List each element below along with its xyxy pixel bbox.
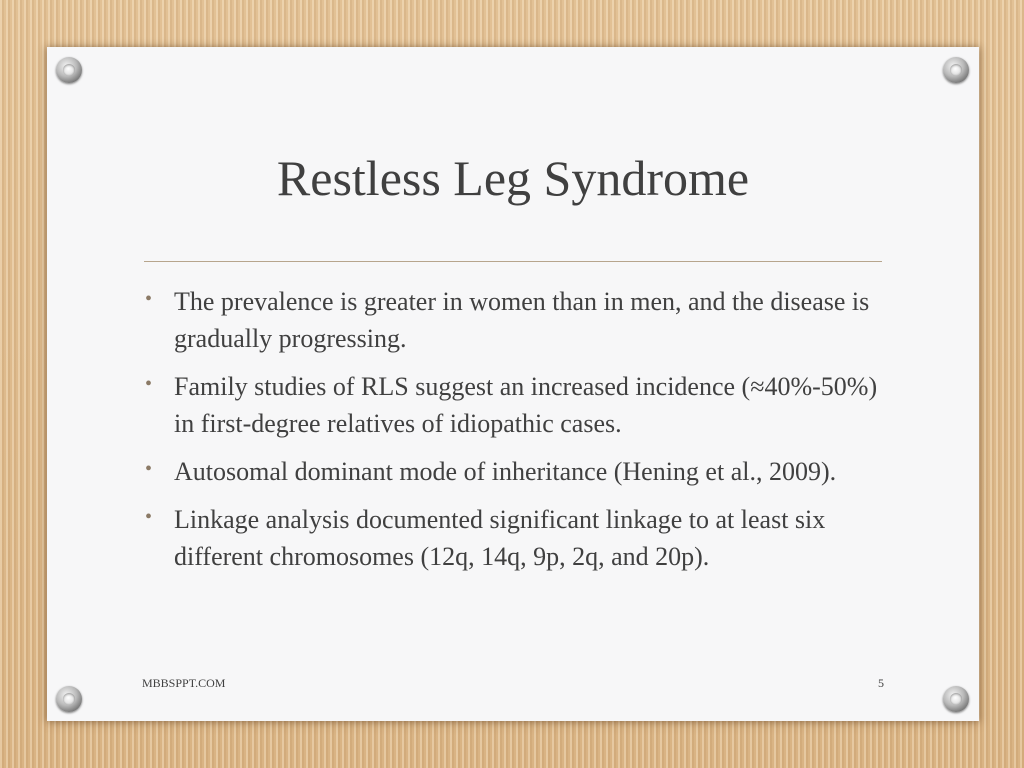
bullet-dot-icon: • xyxy=(145,288,153,310)
bullet-text: Autosomal dominant mode of inheritance (Hening et al., 2009). xyxy=(174,457,837,486)
grommet-icon xyxy=(943,686,969,712)
footer-site: MBBSPPT.COM xyxy=(142,676,226,690)
bullet-dot-icon: • xyxy=(145,506,153,528)
bullet-dot-icon: • xyxy=(145,373,153,395)
grommet-icon xyxy=(56,686,82,712)
bullet-text: Family studies of RLS suggest an increased incidence (≈40%-50%) in first-degree relatives of idiopathic cases. xyxy=(174,372,878,438)
bullet-item xyxy=(142,453,902,490)
slide-card xyxy=(47,47,979,721)
page-number: 5 xyxy=(878,676,884,690)
bullet-item xyxy=(142,368,902,442)
grommet-icon xyxy=(943,57,969,83)
grommet-icon xyxy=(56,57,82,83)
bullet-item xyxy=(142,501,902,575)
title-divider xyxy=(144,261,882,262)
bullet-text: The prevalence is greater in women than in men, and the disease is gradually progressing. xyxy=(174,287,870,353)
bullet-item xyxy=(142,283,902,357)
bullet-text: Linkage analysis documented significant linkage to at least six different chromosomes (12q, 14q, 9p, 2q, and 20p). xyxy=(174,505,826,571)
bullet-list xyxy=(142,283,902,586)
bullet-dot-icon: • xyxy=(145,458,153,480)
slide-title: Restless Leg Syndrome xyxy=(276,150,750,206)
